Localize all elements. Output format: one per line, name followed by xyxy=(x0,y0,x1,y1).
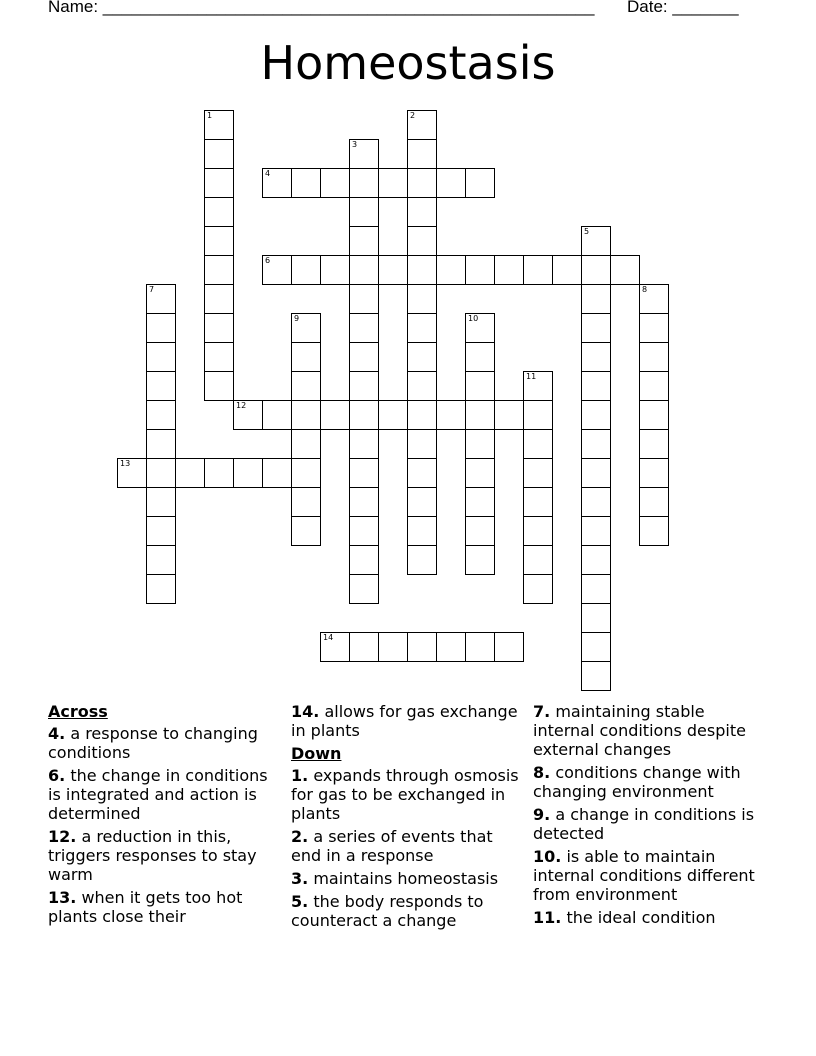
grid-cell[interactable] xyxy=(639,284,669,314)
grid-cell[interactable] xyxy=(581,574,611,604)
grid-cell[interactable] xyxy=(204,284,234,314)
grid-cell[interactable] xyxy=(407,226,437,256)
grid-cell[interactable] xyxy=(175,458,205,488)
down-heading: Down xyxy=(291,744,342,763)
grid-cell[interactable] xyxy=(349,516,379,546)
grid-cell[interactable] xyxy=(465,429,495,459)
grid-cell[interactable] xyxy=(465,255,495,285)
grid-cell[interactable] xyxy=(349,371,379,401)
grid-cell[interactable] xyxy=(407,110,437,140)
grid-cell[interactable] xyxy=(407,313,437,343)
grid-cell[interactable] xyxy=(291,313,321,343)
grid-clue-number: 2 xyxy=(410,111,416,120)
grid-cell[interactable] xyxy=(465,516,495,546)
clue-number: 2. xyxy=(291,827,309,846)
clues-column-2 xyxy=(291,702,527,934)
grid-cell[interactable] xyxy=(378,168,408,198)
clue-across xyxy=(291,702,527,740)
grid-cell[interactable] xyxy=(320,632,350,662)
grid-cell[interactable] xyxy=(407,255,437,285)
grid-cell[interactable] xyxy=(204,139,234,169)
clues-column-1 xyxy=(48,702,284,930)
grid-cell[interactable] xyxy=(320,168,350,198)
grid-cell[interactable] xyxy=(349,284,379,314)
grid-cell[interactable] xyxy=(349,632,379,662)
grid-cell[interactable] xyxy=(349,574,379,604)
grid-cell[interactable] xyxy=(349,226,379,256)
grid-clue-number: 8 xyxy=(642,285,648,294)
grid-cell[interactable] xyxy=(523,574,553,604)
clue-number: 13. xyxy=(48,888,77,907)
grid-cell[interactable] xyxy=(465,458,495,488)
grid-cell[interactable] xyxy=(349,458,379,488)
clue-number: 12. xyxy=(48,827,77,846)
grid-cell[interactable] xyxy=(349,255,379,285)
clue-down xyxy=(533,847,769,904)
grid-cell[interactable] xyxy=(146,371,176,401)
grid-cell[interactable] xyxy=(407,400,437,430)
page-title: Homeostasis xyxy=(260,36,556,90)
clue-text: a change in conditions is detected xyxy=(533,805,755,843)
grid-clue-number: 5 xyxy=(584,227,590,236)
grid-cell[interactable] xyxy=(523,400,553,430)
clue-number: 8. xyxy=(533,763,551,782)
grid-cell[interactable] xyxy=(465,545,495,575)
grid-cell[interactable] xyxy=(291,516,321,546)
grid-cell[interactable] xyxy=(204,342,234,372)
grid-cell[interactable] xyxy=(407,197,437,227)
clue-text: conditions change with changing environment xyxy=(533,763,741,801)
grid-cell[interactable] xyxy=(146,313,176,343)
grid-cell[interactable] xyxy=(581,516,611,546)
clue-text: is able to maintain internal conditions different from environment xyxy=(533,847,755,904)
grid-cell[interactable] xyxy=(639,313,669,343)
grid-cell[interactable] xyxy=(581,429,611,459)
clue-down xyxy=(533,805,769,843)
grid-cell[interactable] xyxy=(581,400,611,430)
grid-cell[interactable] xyxy=(407,284,437,314)
clue-text: the ideal condition xyxy=(566,908,716,927)
grid-cell[interactable] xyxy=(639,371,669,401)
grid-cell[interactable] xyxy=(349,313,379,343)
grid-cell[interactable] xyxy=(204,226,234,256)
grid-clue-number: 7 xyxy=(149,285,155,294)
grid-clue-number: 9 xyxy=(294,314,300,323)
grid-cell[interactable] xyxy=(320,255,350,285)
grid-cell[interactable] xyxy=(465,632,495,662)
grid-cell[interactable] xyxy=(581,255,611,285)
grid-cell[interactable] xyxy=(436,400,466,430)
grid-cell[interactable] xyxy=(146,545,176,575)
clue-text: a reduction in this, triggers responses to stay warm xyxy=(48,827,257,884)
grid-cell[interactable] xyxy=(349,400,379,430)
grid-cell[interactable] xyxy=(262,458,292,488)
grid-cell[interactable] xyxy=(639,516,669,546)
grid-cell[interactable] xyxy=(494,400,524,430)
grid-cell[interactable] xyxy=(407,458,437,488)
grid-cell[interactable] xyxy=(465,487,495,517)
grid-cell[interactable] xyxy=(407,429,437,459)
across-heading: Across xyxy=(48,702,108,721)
clue-across xyxy=(48,827,284,884)
grid-cell[interactable] xyxy=(262,400,292,430)
clue-number: 10. xyxy=(533,847,562,866)
clue-text: expands through osmosis for gas to be exchanged in plants xyxy=(291,766,519,823)
grid-cell[interactable] xyxy=(639,429,669,459)
grid-cell[interactable] xyxy=(581,313,611,343)
grid-cell[interactable] xyxy=(494,255,524,285)
grid-cell[interactable] xyxy=(291,429,321,459)
grid-cell[interactable] xyxy=(581,284,611,314)
grid-clue-number: 1 xyxy=(207,111,213,120)
grid-cell[interactable] xyxy=(204,458,234,488)
grid-cell[interactable] xyxy=(291,371,321,401)
grid-cell[interactable] xyxy=(378,632,408,662)
grid-cell[interactable] xyxy=(204,168,234,198)
grid-cell[interactable] xyxy=(204,313,234,343)
clue-number: 1. xyxy=(291,766,309,785)
grid-cell[interactable] xyxy=(436,168,466,198)
grid-cell[interactable] xyxy=(204,255,234,285)
grid-cell[interactable] xyxy=(581,632,611,662)
grid-cell[interactable] xyxy=(407,139,437,169)
clue-text: maintains homeostasis xyxy=(313,869,499,888)
clue-number: 9. xyxy=(533,805,551,824)
grid-cell[interactable] xyxy=(204,371,234,401)
grid-cell[interactable] xyxy=(639,487,669,517)
grid-clue-number: 14 xyxy=(323,633,334,642)
clue-text: the body responds to counteract a change xyxy=(291,892,484,930)
grid-cell[interactable] xyxy=(436,632,466,662)
grid-cell[interactable] xyxy=(407,487,437,517)
clue-number: 4. xyxy=(48,724,66,743)
clues-column-3 xyxy=(533,702,769,931)
grid-cell[interactable] xyxy=(117,458,147,488)
grid-cell[interactable] xyxy=(291,400,321,430)
grid-clue-number: 10 xyxy=(468,314,479,323)
grid-cell[interactable] xyxy=(204,197,234,227)
grid-cell[interactable] xyxy=(262,168,292,198)
grid-cell[interactable] xyxy=(581,458,611,488)
grid-cell[interactable] xyxy=(349,197,379,227)
grid-cell[interactable] xyxy=(639,458,669,488)
clue-text: maintaining stable internal conditions despite external changes xyxy=(533,702,746,759)
grid-cell[interactable] xyxy=(639,342,669,372)
clue-down xyxy=(291,766,527,823)
grid-clue-number: 4 xyxy=(265,169,271,178)
clue-down xyxy=(533,763,769,801)
grid-cell[interactable] xyxy=(639,400,669,430)
grid-cell[interactable] xyxy=(581,545,611,575)
clue-across xyxy=(48,724,284,762)
grid-cell[interactable] xyxy=(407,371,437,401)
grid-cell[interactable] xyxy=(610,255,640,285)
grid-cell[interactable] xyxy=(146,458,176,488)
grid-cell[interactable] xyxy=(233,458,263,488)
grid-cell[interactable] xyxy=(436,255,466,285)
grid-cell[interactable] xyxy=(407,516,437,546)
grid-clue-number: 3 xyxy=(352,140,358,149)
grid-cell[interactable] xyxy=(291,487,321,517)
clue-down xyxy=(291,869,527,888)
grid-cell[interactable] xyxy=(291,342,321,372)
name-field-label: Name: ____________________________________________________ xyxy=(48,0,595,16)
grid-cell[interactable] xyxy=(494,632,524,662)
clue-down xyxy=(291,827,527,865)
grid-cell[interactable] xyxy=(581,487,611,517)
grid-cell[interactable] xyxy=(233,400,263,430)
clue-number: 14. xyxy=(291,702,320,721)
grid-cell[interactable] xyxy=(349,139,379,169)
grid-cell[interactable] xyxy=(523,458,553,488)
grid-cell[interactable] xyxy=(262,255,292,285)
grid-cell[interactable] xyxy=(581,603,611,633)
grid-clue-number: 12 xyxy=(236,401,247,410)
grid-cell[interactable] xyxy=(349,487,379,517)
grid-cell[interactable] xyxy=(407,168,437,198)
grid-cell[interactable] xyxy=(291,458,321,488)
clue-number: 6. xyxy=(48,766,66,785)
clue-text: a response to changing conditions xyxy=(48,724,258,762)
grid-cell[interactable] xyxy=(407,545,437,575)
clue-number: 7. xyxy=(533,702,551,721)
grid-clue-number: 11 xyxy=(526,372,537,381)
grid-cell[interactable] xyxy=(146,429,176,459)
clue-text: the change in conditions is integrated and action is determined xyxy=(48,766,268,823)
grid-cell[interactable] xyxy=(523,487,553,517)
grid-cell[interactable] xyxy=(378,255,408,285)
grid-cell[interactable] xyxy=(523,545,553,575)
grid-cell[interactable] xyxy=(465,313,495,343)
date-field-label: Date: _______ xyxy=(627,0,739,16)
grid-cell[interactable] xyxy=(523,516,553,546)
clue-number: 11. xyxy=(533,908,562,927)
grid-cell[interactable] xyxy=(146,487,176,517)
clue-number: 5. xyxy=(291,892,309,911)
grid-cell[interactable] xyxy=(465,371,495,401)
grid-cell[interactable] xyxy=(407,342,437,372)
clue-number: 3. xyxy=(291,869,309,888)
grid-cell[interactable] xyxy=(523,429,553,459)
grid-cell[interactable] xyxy=(349,429,379,459)
clue-down xyxy=(533,908,769,927)
grid-cell[interactable] xyxy=(465,342,495,372)
grid-cell[interactable] xyxy=(378,400,408,430)
clue-text: allows for gas exchange in plants xyxy=(291,702,518,740)
grid-cell[interactable] xyxy=(349,342,379,372)
grid-cell[interactable] xyxy=(465,400,495,430)
clue-text: a series of events that end in a response xyxy=(291,827,493,865)
clue-down xyxy=(533,702,769,759)
grid-cell[interactable] xyxy=(407,632,437,662)
grid-clue-number: 6 xyxy=(265,256,271,265)
grid-cell[interactable] xyxy=(146,574,176,604)
grid-cell[interactable] xyxy=(204,110,234,140)
grid-cell[interactable] xyxy=(523,255,553,285)
grid-cell[interactable] xyxy=(552,255,582,285)
clue-down xyxy=(291,892,527,930)
grid-cell[interactable] xyxy=(349,168,379,198)
grid-cell[interactable] xyxy=(146,342,176,372)
grid-cell[interactable] xyxy=(581,661,611,691)
grid-clue-number: 13 xyxy=(120,459,131,468)
grid-cell[interactable] xyxy=(581,371,611,401)
grid-cell[interactable] xyxy=(146,284,176,314)
grid-cell[interactable] xyxy=(581,342,611,372)
grid-cell[interactable] xyxy=(349,545,379,575)
grid-cell[interactable] xyxy=(465,168,495,198)
grid-cell[interactable] xyxy=(291,168,321,198)
grid-cell[interactable] xyxy=(291,255,321,285)
grid-cell[interactable] xyxy=(146,400,176,430)
clue-across xyxy=(48,766,284,823)
grid-cell[interactable] xyxy=(523,371,553,401)
grid-cell[interactable] xyxy=(146,516,176,546)
grid-cell[interactable] xyxy=(320,400,350,430)
clue-text: when it gets too hot plants close their xyxy=(48,888,243,926)
clue-across xyxy=(48,888,284,926)
grid-cell[interactable] xyxy=(581,226,611,256)
